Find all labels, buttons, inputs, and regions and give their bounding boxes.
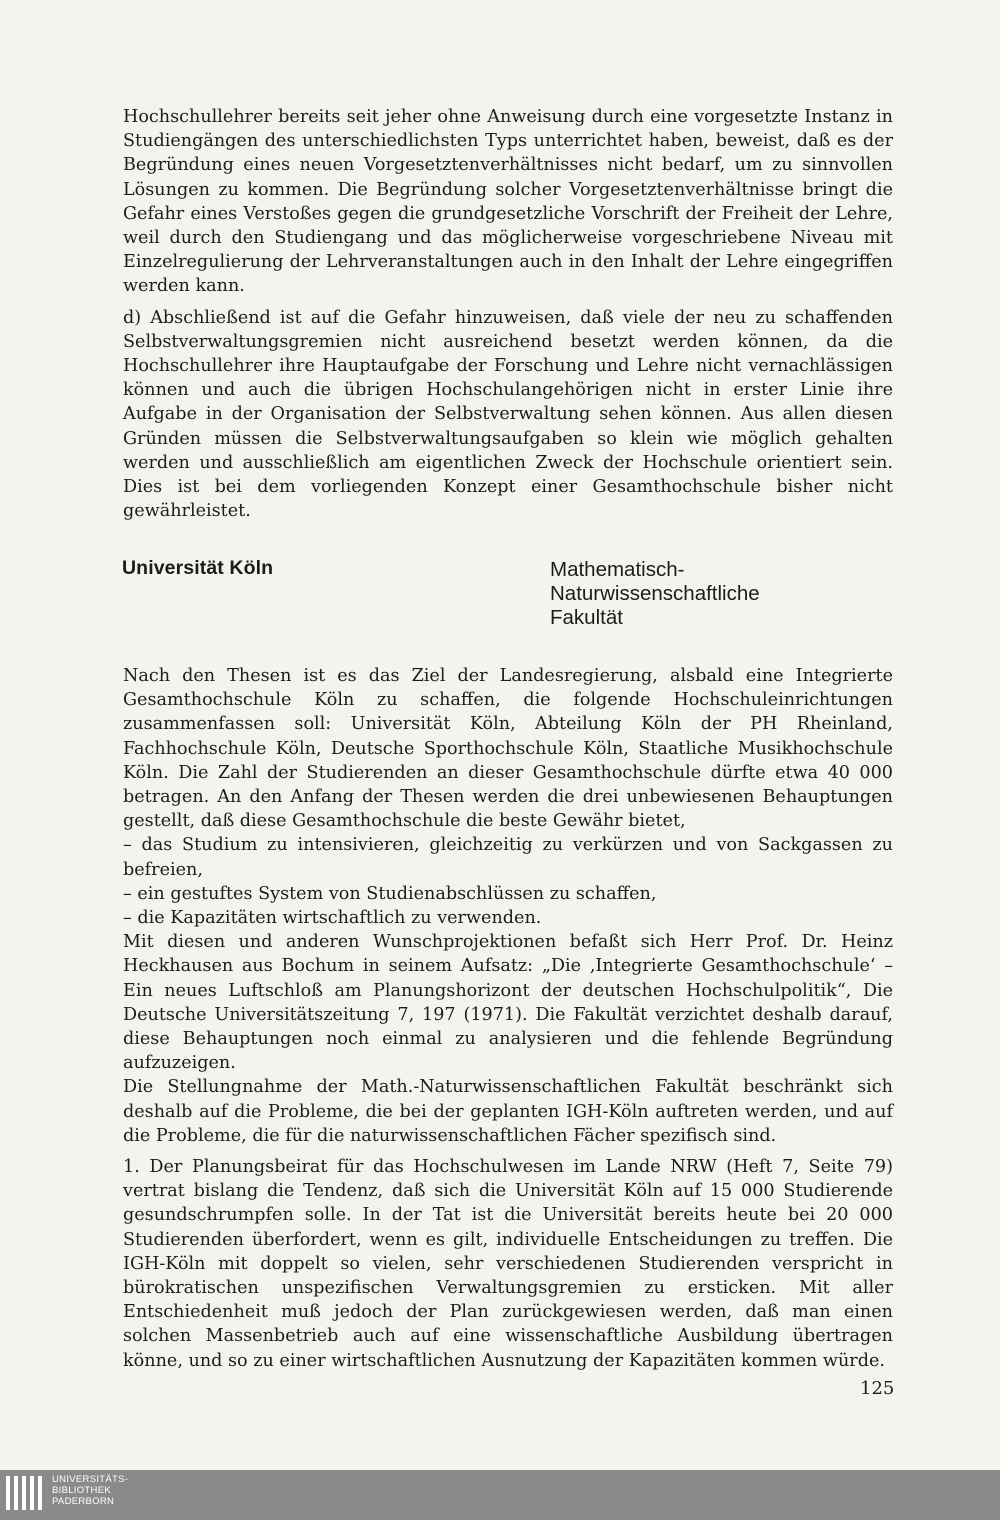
main-paragraph-1: Nach den Thesen ist es das Ziel der Landesregierung, alsbald eine Integrierte Gesamthochschule Köln zu schaffen, die folgende Hochschuleinrichtungen zusammenfassen soll: Universität Köln, Abteilung Köln der PH Rheinland, Fachhochschule Köln, Deutsche Sporthochschule Köln, Staatliche Musikhochschule Köln. Die Zahl der Studierenden an dieser Gesamthochschule dürfte etwa 40 000 betragen. An den Anfang der Thesen werden die drei unbewiesenen Behauptungen gestellt, daß diese Gesamthochschule die beste Gewähr bietet, [123, 666, 893, 832]
institution-heading: Universität Köln [122, 557, 274, 579]
main-paragraph-3: Die Stellungnahme der Math.-Naturwissenschaftlichen Fakultät beschränkt sich deshalb auf die Probleme, die bei der geplanten IGH-Köln auftreten werden, und auf die Probleme, die für die naturwissenschaftlichen Fächer spezifisch sind. [123, 1077, 893, 1146]
list-item: – das Studium zu intensivieren, gleichzeitig zu verkürzen und von Sackgassen zu befreien, [123, 835, 893, 880]
top-paragraph-1: Hochschullehrer bereits seit jeher ohne Anweisung durch eine vorgesetzte Instanz in Studiengängen des unterschiedlichsten Typs unterrichtet haben, beweist, daß es der Begründung eines neuen Vorgesetztenverhältnisses nicht bedarf, um zu sinnvollen Lösungen zu kommen. Die Begründung solcher Vorgesetztenverhältnisse bringt die Gefahr eines Verstoßes gegen die grundgesetzliche Vorschrift der Freiheit der Lehre, weil durch den Studiengang und das möglicherweise vorgeschriebene Niveau mit Einzelregulierung der Lehrveranstaltungen auch in den Inhalt der Lehre eingegriffen werden kann. [123, 107, 893, 297]
library-name [52, 1474, 128, 1507]
library-footer [0, 1470, 1000, 1520]
list-item: – die Kapazitäten wirtschaftlich zu verwenden. [123, 908, 542, 929]
library-name-line-1: UNIVERSITÄTS- [52, 1474, 129, 1485]
library-name-line-3: PADERBORN [52, 1496, 115, 1507]
faculty-heading [550, 558, 760, 630]
faculty-heading-line-3: Fakultät [550, 606, 623, 629]
library-name-line-2: BIBLIOTHEK [52, 1485, 111, 1496]
top-text-section [123, 105, 893, 523]
library-logo-icon [6, 1476, 48, 1516]
faculty-heading-line-2: Naturwissenschaftliche [550, 582, 760, 605]
main-text-section [123, 664, 893, 1373]
list-item: – ein gestuftes System von Studienabschlüssen zu schaffen, [123, 883, 657, 904]
page-number: 125 [860, 1378, 895, 1399]
main-paragraph-4: 1. Der Planungsbeirat für das Hochschulwesen im Lande NRW (Heft 7, Seite 79) vertrat bislang die Tendenz, daß sich die Universität Köln auf 15 000 Studierende gesundschrumpfen solle. In der Tat ist die Universität bereits heute bei 20 000 Studierenden überfordert, wenn es gilt, individuelle Entscheidungen zu treffen. Die IGH-Köln mit doppelt so vielen, sehr verschiedenen Studierenden verspricht in bürokratischen unspezifischen Verwaltungsgremien zu ersticken. Mit aller Entschiedenheit muß jedoch der Plan zurückgewiesen werden, daß man einen solchen Massenbetrieb auch auf eine wissenschaftliche Ausbildung übertragen könne, und so zu einer wirtschaftlichen Ausnutzung der Kapazitäten kommen würde. [123, 1157, 893, 1371]
faculty-heading-line-1: Mathematisch- [550, 558, 685, 581]
top-paragraph-2: d) Abschließend ist auf die Gefahr hinzuweisen, daß viele der neu zu schaffenden Selbstverwaltungsgremien nicht ausreichend besetzt werden können, da die Hochschullehrer ihre Hauptaufgabe der Forschung und Lehre nicht vernachlässigen können und auch die übrigen Hochschulangehörigen nicht in erster Linie ihre Aufgabe in der Organisation der Selbstverwaltung sehen können. Aus allen diesen Gründen müssen die Selbstverwaltungsaufgaben so klein wie möglich gehalten werden und ausschließlich am eigentlichen Zweck der Hochschule orientiert sein. Dies ist bei dem vorliegenden Konzept einer Gesamthochschule bisher nicht gewährleistet. [123, 307, 893, 522]
main-paragraph-2: Mit diesen und anderen Wunschprojektionen befaßt sich Herr Prof. Dr. Heinz Heckhausen aus Bochum in seinem Aufsatz: „Die ‚Integrierte Gesamthochschule‘ – Ein neues Luftschloß am Planungshorizont der deutschen Hochschulpolitik“, Die Deutsche Universitätszeitung 7, 197 (1971). Die Fakultät verzichtet deshalb darauf, diese Behauptungen noch einmal zu analysieren und die fehlende Begründung aufzuzeigen. [123, 932, 893, 1074]
